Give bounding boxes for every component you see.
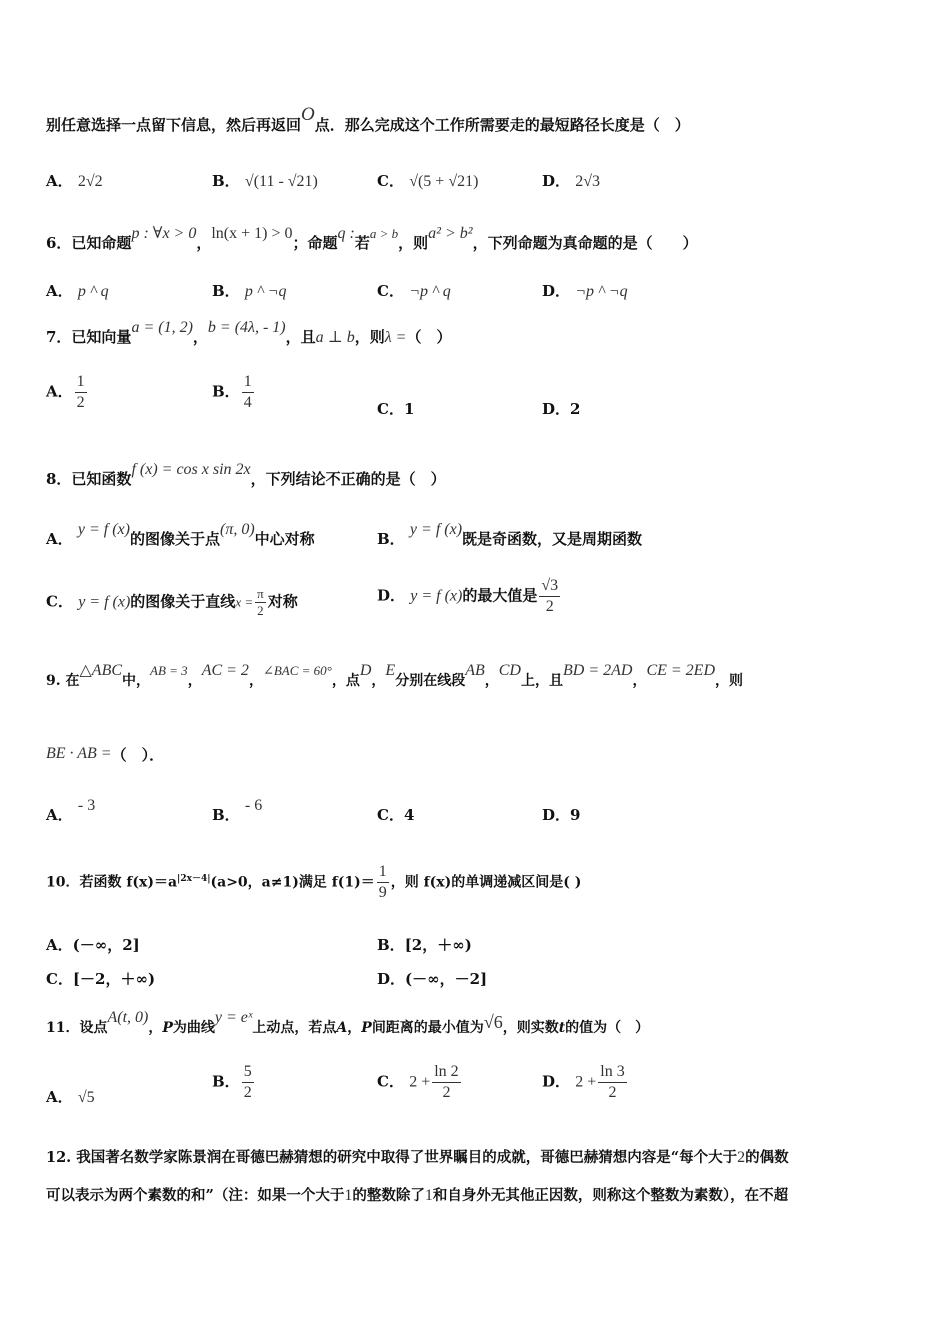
option-label: A． bbox=[46, 172, 73, 190]
q8-tail: ，下列结论不正确的是（ ） bbox=[250, 470, 446, 488]
q5-option-a[interactable] bbox=[46, 170, 103, 191]
q6-q: q : bbox=[337, 225, 355, 242]
q7-perp: a ⊥ b bbox=[315, 329, 355, 346]
q6-sq: a² > b² bbox=[428, 225, 473, 242]
q12-text: 12. 我国著名数学家陈景润在哥德巴赫猜想的研究中取得了世界瞩目的成就，哥德巴赫猜想内容是“每个大于 bbox=[46, 1149, 738, 1166]
option-math: 2 + bbox=[575, 1073, 597, 1091]
option-text: 既是奇函数，又是周期函数 bbox=[462, 530, 643, 548]
q9-text: ， bbox=[248, 673, 263, 689]
q10-fraction bbox=[377, 862, 389, 903]
denominator: 2 bbox=[598, 1082, 626, 1103]
q7-option-c[interactable] bbox=[377, 398, 414, 419]
q9-triangle: △ABC bbox=[79, 662, 123, 679]
q9-text: 分别在线段 bbox=[395, 673, 466, 689]
q9-text: ， bbox=[484, 673, 499, 689]
option-label: D． bbox=[542, 806, 571, 824]
option-label: B． bbox=[212, 382, 240, 401]
q10-option-b[interactable] bbox=[377, 934, 472, 955]
q9-text: 中， bbox=[122, 673, 151, 689]
option-label: A． bbox=[46, 530, 73, 548]
q11-t5: ， bbox=[347, 1020, 362, 1036]
option-math: √(11 - √21) bbox=[244, 173, 318, 190]
q10-t2: (a>0，a≠1)满足 f(1)＝ bbox=[210, 874, 375, 891]
point-o: O bbox=[301, 104, 315, 125]
option-label: B． bbox=[212, 1072, 240, 1091]
option-label: C． bbox=[377, 282, 404, 300]
q11-point-p2: P bbox=[361, 1020, 372, 1036]
option-math: y = f (x) bbox=[409, 521, 463, 538]
q11-t1: 11．设点 bbox=[46, 1020, 108, 1036]
option-text: 的图像关于点 bbox=[129, 530, 220, 548]
q6-num: 6．已知命题 bbox=[46, 234, 132, 252]
option-label: A． bbox=[46, 1088, 73, 1106]
q12-line-2 bbox=[46, 1184, 788, 1205]
q6-option-a[interactable] bbox=[46, 280, 109, 301]
option-fraction bbox=[75, 372, 87, 413]
q9-option-b[interactable] bbox=[212, 797, 263, 825]
q8-option-d[interactable] bbox=[377, 576, 562, 617]
option-text: 1 bbox=[403, 400, 415, 418]
numerator: ln 2 bbox=[434, 1063, 459, 1080]
q9-text: ， bbox=[187, 673, 202, 689]
q9-option-a[interactable] bbox=[46, 797, 96, 825]
q6-p: p : ∀x > 0 bbox=[131, 225, 197, 242]
option-math: 2√3 bbox=[575, 173, 601, 190]
option-math: (π, 0) bbox=[220, 521, 255, 538]
q6-tail: ，下列命题为真命题的是（ ） bbox=[472, 234, 698, 252]
q5-stem bbox=[46, 104, 690, 136]
option-math: p ^ ¬q bbox=[244, 283, 287, 300]
option-math: - 3 bbox=[77, 797, 96, 814]
q9-segment-ab: AB bbox=[465, 662, 485, 679]
q9-angle: ∠BAC = 60° bbox=[262, 663, 332, 678]
q10-t1: 10．若函数 f(x)＝a bbox=[46, 874, 178, 891]
option-label: B． bbox=[377, 530, 405, 548]
q6-stem bbox=[46, 225, 698, 253]
denominator: 4 bbox=[243, 394, 252, 411]
q5-option-d[interactable] bbox=[542, 170, 600, 191]
option-label: B． bbox=[212, 172, 240, 190]
numerator: 1 bbox=[243, 373, 252, 390]
q11-option-d[interactable] bbox=[542, 1062, 629, 1103]
denominator: 2 bbox=[76, 394, 85, 411]
option-label: B． bbox=[212, 806, 240, 824]
q8-option-a[interactable] bbox=[46, 521, 315, 549]
option-text: [－2，＋∞) bbox=[72, 970, 156, 988]
option-label: C． bbox=[377, 806, 404, 824]
q12-number: 2 bbox=[737, 1149, 746, 1166]
numerator: 1 bbox=[76, 373, 85, 390]
q7-option-a[interactable] bbox=[46, 372, 89, 413]
q9-num: 9. 在 bbox=[46, 673, 80, 689]
q9-text: ， bbox=[371, 673, 386, 689]
option-label: D． bbox=[377, 586, 406, 605]
q11-point-a2: A bbox=[336, 1020, 348, 1036]
option-label: A． bbox=[46, 936, 73, 954]
q8-option-c[interactable] bbox=[46, 586, 298, 619]
q9-tail: （ ）． bbox=[111, 746, 165, 764]
option-label: C． bbox=[46, 970, 73, 988]
denominator: 2 bbox=[539, 596, 560, 617]
q9-ab: AB = 3 bbox=[150, 663, 188, 678]
q12-text: 可以表示为两个素数的和”（注：如果一个大于 bbox=[46, 1187, 345, 1204]
option-fraction bbox=[242, 1062, 254, 1103]
q6-ab: a > b bbox=[369, 226, 399, 241]
q6-comma: ， bbox=[196, 234, 212, 252]
q7-comma: ， bbox=[192, 328, 208, 346]
q7-vector-b: b = (4λ, - 1) bbox=[207, 319, 286, 336]
q9-point-e: E bbox=[385, 662, 396, 679]
q9-stem-line2 bbox=[46, 744, 164, 765]
option-label: D． bbox=[542, 400, 571, 418]
option-text: (－∞，2] bbox=[72, 936, 140, 954]
q5-stem-b: 点．那么完成这个工作所需要走的最短路径长度是（ ） bbox=[314, 116, 690, 134]
numerator: √3 bbox=[541, 577, 559, 594]
option-math: √(5 + √21) bbox=[409, 173, 479, 190]
denominator: 2 bbox=[243, 1084, 252, 1101]
q7-option-d[interactable] bbox=[542, 398, 580, 419]
q11-option-c[interactable] bbox=[377, 1062, 463, 1103]
option-text: [2，＋∞) bbox=[404, 936, 472, 954]
option-fraction bbox=[539, 576, 560, 617]
q11-stem bbox=[46, 1009, 650, 1037]
q9-text: ， bbox=[632, 673, 647, 689]
q5-option-c[interactable] bbox=[377, 170, 478, 191]
q12-text: 和自身外无其他正因数，则称这个整数为素数），在不超 bbox=[432, 1187, 789, 1204]
q7-option-b[interactable] bbox=[212, 372, 256, 413]
option-text: 9 bbox=[570, 806, 581, 824]
option-label: B． bbox=[212, 282, 240, 300]
q11-point-p: P bbox=[162, 1020, 173, 1036]
q6-ln: ln(x + 1) > 0 bbox=[211, 225, 293, 242]
option-math: 2√2 bbox=[77, 173, 103, 190]
option-label: D． bbox=[377, 970, 406, 988]
q11-t7: ，则实数 bbox=[502, 1020, 559, 1036]
q6-option-d[interactable] bbox=[542, 280, 628, 301]
option-fraction bbox=[242, 372, 254, 413]
q10-exponent: |2x－4| bbox=[177, 873, 211, 884]
option-math: p ^ q bbox=[77, 283, 109, 300]
q8-option-b[interactable] bbox=[377, 521, 643, 549]
denominator: 9 bbox=[378, 884, 387, 901]
denominator: 2 bbox=[432, 1082, 460, 1103]
q6-option-c[interactable] bbox=[377, 280, 451, 301]
q8-stem bbox=[46, 461, 446, 489]
q11-curve: y = eˣ bbox=[214, 1009, 253, 1026]
option-math: 2 + bbox=[409, 1073, 431, 1091]
q9-dot-product: BE · AB = bbox=[46, 745, 112, 762]
q5-option-b[interactable] bbox=[212, 170, 318, 191]
q7-qie: ，且 bbox=[285, 328, 316, 346]
option-math: ¬p ^ q bbox=[409, 283, 451, 300]
option-fraction bbox=[255, 586, 266, 619]
option-label: D． bbox=[542, 1072, 571, 1091]
q12-line-1 bbox=[46, 1146, 789, 1167]
option-text: (－∞，－2] bbox=[405, 970, 488, 988]
option-math: √5 bbox=[77, 1089, 95, 1106]
option-math: y = f (x) bbox=[77, 521, 130, 538]
option-math: y = f (x) bbox=[78, 593, 131, 611]
q11-point-a: A(t, 0) bbox=[107, 1009, 149, 1026]
q10-t3: ，则 f(x)的单调递减区间是( ) bbox=[390, 874, 582, 891]
q8-function: f (x) = cos x sin 2x bbox=[131, 461, 251, 478]
q11-t8: 的值为（ ） bbox=[565, 1020, 650, 1036]
option-text: 中心对称 bbox=[254, 530, 315, 548]
option-math: ¬p ^ ¬q bbox=[575, 283, 628, 300]
option-label: D． bbox=[542, 282, 571, 300]
q11-t2: ， bbox=[148, 1020, 163, 1036]
denominator: 2 bbox=[255, 602, 266, 619]
option-text: 4 bbox=[403, 806, 415, 824]
q6-ruo: 若 bbox=[354, 234, 370, 252]
q11-t6: 间距离的最小值为 bbox=[371, 1020, 484, 1036]
option-label: A． bbox=[46, 282, 73, 300]
q6-ze: ，则 bbox=[398, 234, 429, 252]
q10-option-d[interactable] bbox=[377, 968, 487, 989]
option-fraction bbox=[598, 1062, 626, 1103]
q9-segment-cd: CD bbox=[498, 662, 521, 679]
option-label: D． bbox=[542, 172, 571, 190]
q9-text: ，点 bbox=[331, 673, 360, 689]
option-label: A． bbox=[46, 382, 73, 401]
numerator: ln 3 bbox=[600, 1063, 625, 1080]
q12-text: 的整数除了 bbox=[352, 1187, 425, 1204]
option-math: y = f (x) bbox=[410, 587, 463, 605]
q8-num: 8．已知函数 bbox=[46, 470, 132, 488]
q7-tail: （ ） bbox=[406, 328, 452, 346]
q9-text: ，则 bbox=[715, 673, 744, 689]
q6-t1: ；命题 bbox=[292, 234, 338, 252]
option-label: C． bbox=[377, 400, 404, 418]
q9-bd: BD = 2AD bbox=[562, 662, 633, 679]
option-text: 2 bbox=[570, 400, 581, 418]
q9-option-c[interactable] bbox=[377, 804, 414, 825]
option-text: 的图像关于直线 bbox=[130, 592, 236, 611]
q10-stem bbox=[46, 862, 581, 903]
q7-lambda: λ = bbox=[384, 329, 407, 346]
option-label: C． bbox=[377, 1072, 404, 1091]
q7-vector-a: a = (1, 2) bbox=[131, 319, 193, 336]
option-label: B． bbox=[377, 936, 405, 954]
q11-t4: 上动点，若点 bbox=[252, 1020, 337, 1036]
q12-number: 1 bbox=[424, 1187, 433, 1204]
q7-num: 7．已知向量 bbox=[46, 328, 132, 346]
numerator: π bbox=[257, 586, 264, 601]
numerator: 5 bbox=[243, 1063, 252, 1080]
q11-option-a[interactable] bbox=[46, 1086, 95, 1107]
q9-ac: AC = 2 bbox=[201, 662, 249, 679]
option-math: x = bbox=[235, 594, 254, 610]
q5-stem-a: 别任意选择一点留下信息，然后再返回 bbox=[46, 116, 302, 134]
q11-t-var: t bbox=[558, 1020, 566, 1036]
q10-option-a[interactable] bbox=[46, 934, 140, 955]
q6-option-b[interactable] bbox=[212, 280, 286, 301]
q12-text: 的偶数 bbox=[745, 1149, 789, 1166]
q11-t3: 为曲线 bbox=[172, 1020, 215, 1036]
q9-text: 上，且 bbox=[520, 673, 563, 689]
option-label: C． bbox=[377, 172, 404, 190]
q11-min: √6 bbox=[483, 1012, 503, 1032]
q9-point-d: D bbox=[359, 662, 372, 679]
option-label: A． bbox=[46, 806, 73, 824]
q9-stem bbox=[46, 662, 744, 690]
q7-ze: ，则 bbox=[354, 328, 385, 346]
q9-option-d[interactable] bbox=[542, 804, 580, 825]
option-label: C． bbox=[46, 592, 73, 611]
option-math: - 6 bbox=[244, 797, 263, 814]
option-fraction bbox=[432, 1062, 460, 1103]
option-text: 对称 bbox=[267, 592, 298, 611]
q7-stem bbox=[46, 319, 452, 347]
numerator: 1 bbox=[378, 863, 387, 880]
q9-ce: CE = 2ED bbox=[646, 662, 716, 679]
q11-option-b[interactable] bbox=[212, 1062, 256, 1103]
q10-option-c[interactable] bbox=[46, 968, 155, 989]
option-text: 的最大值是 bbox=[462, 586, 538, 605]
q12-number: 1 bbox=[344, 1187, 353, 1204]
